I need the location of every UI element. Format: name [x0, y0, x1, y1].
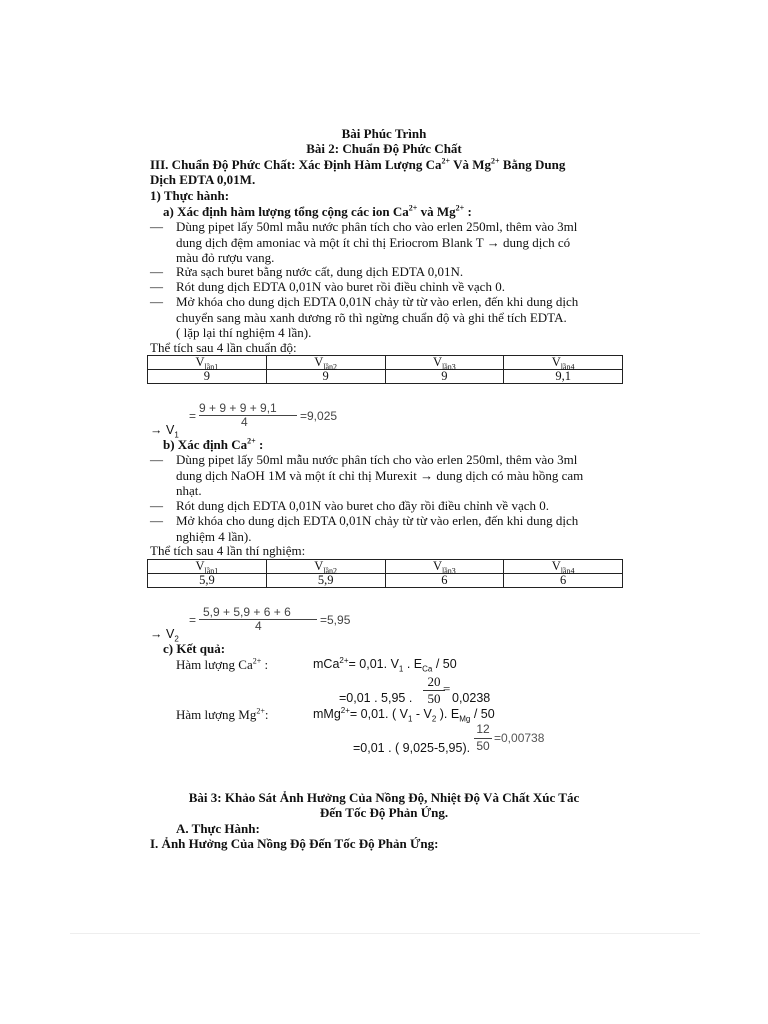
table-cell: 6: [385, 574, 504, 588]
titration-table-1: [147, 355, 623, 384]
mg-calculation: =0,01 . ( 9,025-5,95).: [353, 741, 471, 755]
ca-content-label: Hàm lượng $Ca^{2+}$ :: [176, 656, 269, 672]
formula-result: =9,025: [300, 409, 338, 423]
list-item: Dùng pipet lấy 50ml mẫu nước phân tích cho vào erlen 250ml, thêm vào 3ml dung dịch đệm amoniac và một ít chỉ thị Eriocrom Blank T → dung dịch có màu đỏ rượu vang.: [176, 219, 578, 265]
bullet-dash: —: [150, 279, 163, 294]
fraction-numerator: 9 + 9 + 9 + 9,1: [199, 401, 277, 415]
fraction-denominator: 50: [427, 690, 441, 706]
table-header-cell: $V_{lần1}$: [148, 560, 267, 574]
bullet-dash: —: [150, 219, 163, 234]
list-item: Rửa sạch buret bằng nước cất, dung dịch EDTA 0,01N.: [176, 264, 464, 279]
ca-result: 0,0238: [452, 691, 491, 705]
bullet-dash: —: [150, 513, 163, 528]
equals-sign: =: [189, 409, 197, 423]
fraction-numerator: 20: [427, 674, 441, 689]
formula-v1: [189, 401, 435, 431]
ca-formula: mCa$^{2+}$= 0,01. $V_1$ . $E_{Ca} / 50$: [313, 655, 457, 674]
list-item: Rót dung dịch EDTA 0,01N vào buret cho đầy rồi điều chỉnh về vạch 0.: [176, 498, 549, 513]
lesson-3-title: Bài 3: Khảo Sát Ảnh Hưởng Của Nồng Độ, Nhiệt Độ Và Chất Xúc Tác: [188, 790, 580, 805]
equals-sign: =: [189, 613, 197, 627]
list-item: Mở khóa cho dung dịch EDTA 0,01N chảy từ từ vào erlen, đến khi dung dịch nghiệm 4 lần).: [176, 513, 579, 544]
fraction-denominator: 50: [476, 738, 490, 753]
table-header-cell: $V_{lần4}$: [504, 560, 623, 574]
mg-fraction: [474, 722, 492, 754]
list-item: Mở khóa cho dung dịch EDTA 0,01N chảy từ từ vào erlen, đến khi dung dịch chuyển sang màu xanh dương rõ thì ngừng chuẩn độ và ghi thể tích EDTA. ( lặp lại thí nghiệm 4 lần).: [176, 294, 579, 340]
table-cell: 6: [504, 574, 623, 588]
formula-result: =5,95: [320, 613, 351, 627]
lesson-2-title: Bài 2: Chuẩn Độ Phức Chất: [306, 141, 462, 156]
section-iii-heading: III. Chuẩn Độ Phức Chất: Xác Định Hàm Lượng $Ca^{2+}$ Và $Mg^{2+}$ Bằng Dung: [150, 156, 566, 172]
page-divider: [70, 933, 700, 934]
fraction-numerator: 12: [476, 722, 490, 736]
fraction-numerator: 5,9 + 5,9 + 6 + 6: [203, 605, 291, 619]
subsection-c-heading: c) Kết quả:: [163, 641, 226, 656]
table-header-cell: $V_{lần2}$: [266, 356, 385, 370]
ca-fraction: [423, 674, 445, 706]
table-cell: 9: [266, 370, 385, 384]
subsection-a-heading: a) Xác định hàm lượng tổng cộng các ion $Ca^{2+}$ và $Mg^{2+}$ :: [163, 203, 472, 219]
table-row: [148, 560, 623, 574]
bullet-dash: —: [150, 264, 163, 279]
mg-formula: mMg$^{2+}$= 0,01. ( $V_1 - V_2$ ). $E_{Mg} / 50$: [313, 705, 495, 724]
subsection-b-heading: b) Xác định $Ca^{2+}$ :: [163, 436, 264, 452]
equals-sign: =: [443, 681, 451, 696]
table-row: [148, 356, 623, 370]
document-title: Bài Phúc Trình: [341, 126, 427, 141]
table-2-caption: Thể tích sau 4 lần thí nghiệm:: [150, 543, 306, 558]
fraction-denominator: 4: [255, 619, 262, 633]
fraction-bar: [199, 415, 297, 416]
table-row: [148, 574, 623, 588]
bullet-dash: —: [150, 294, 163, 309]
practice-a-heading: A. Thực Hành:: [176, 821, 260, 836]
bullet-dash: —: [150, 452, 163, 467]
table-cell: 5,9: [148, 574, 267, 588]
table-header-cell: $V_{lần4}$: [504, 356, 623, 370]
table-cell: 9: [385, 370, 504, 384]
arrow-v2-label: → $V_2$: [150, 627, 179, 644]
titration-table-2: [147, 559, 623, 588]
list-item: Dùng pipet lấy 50ml mẫu nước phân tích cho vào erlen 250ml, thêm vào 3ml dung dịch NaOH 1M và một ít chỉ thị Murexit → dung dịch có màu hồng cam nhạt.: [176, 452, 584, 498]
mg-result: =0,00738: [494, 731, 545, 745]
bullet-dash: —: [150, 498, 163, 513]
table-1-caption: Thể tích sau 4 lần chuẩn độ:: [150, 340, 297, 355]
table-cell: 9: [148, 370, 267, 384]
list-item: Rót dung dịch EDTA 0,01N vào buret rồi điều chỉnh về vạch 0.: [176, 279, 505, 294]
table-header-cell: $V_{lần3}$: [385, 356, 504, 370]
table-row: [148, 370, 623, 384]
table-cell: 9,1: [504, 370, 623, 384]
mg-content-label: Hàm lượng $Mg^{2+}$:: [176, 706, 269, 722]
table-header-cell: $V_{lần2}$: [266, 560, 385, 574]
arrow-v1-label: → $V_1$: [150, 423, 179, 440]
section-iii-heading-cont: Dịch EDTA 0,01M.: [150, 172, 256, 187]
practice-heading: 1) Thực hành:: [150, 188, 230, 203]
ca-calculation: =0,01 . 5,95 .: [339, 691, 413, 705]
formula-v2: [189, 605, 435, 635]
table-header-cell: $V_{lần3}$: [385, 560, 504, 574]
table-header-cell: $V_{lần1}$: [148, 356, 267, 370]
section-i-heading: I. Ảnh Hưởng Của Nồng Độ Đến Tốc Độ Phản Ứng:: [150, 836, 439, 851]
fraction-denominator: 4: [241, 415, 248, 429]
lesson-3-title-cont: Đến Tốc Độ Phản Ứng.: [319, 805, 449, 820]
table-cell: 5,9: [266, 574, 385, 588]
